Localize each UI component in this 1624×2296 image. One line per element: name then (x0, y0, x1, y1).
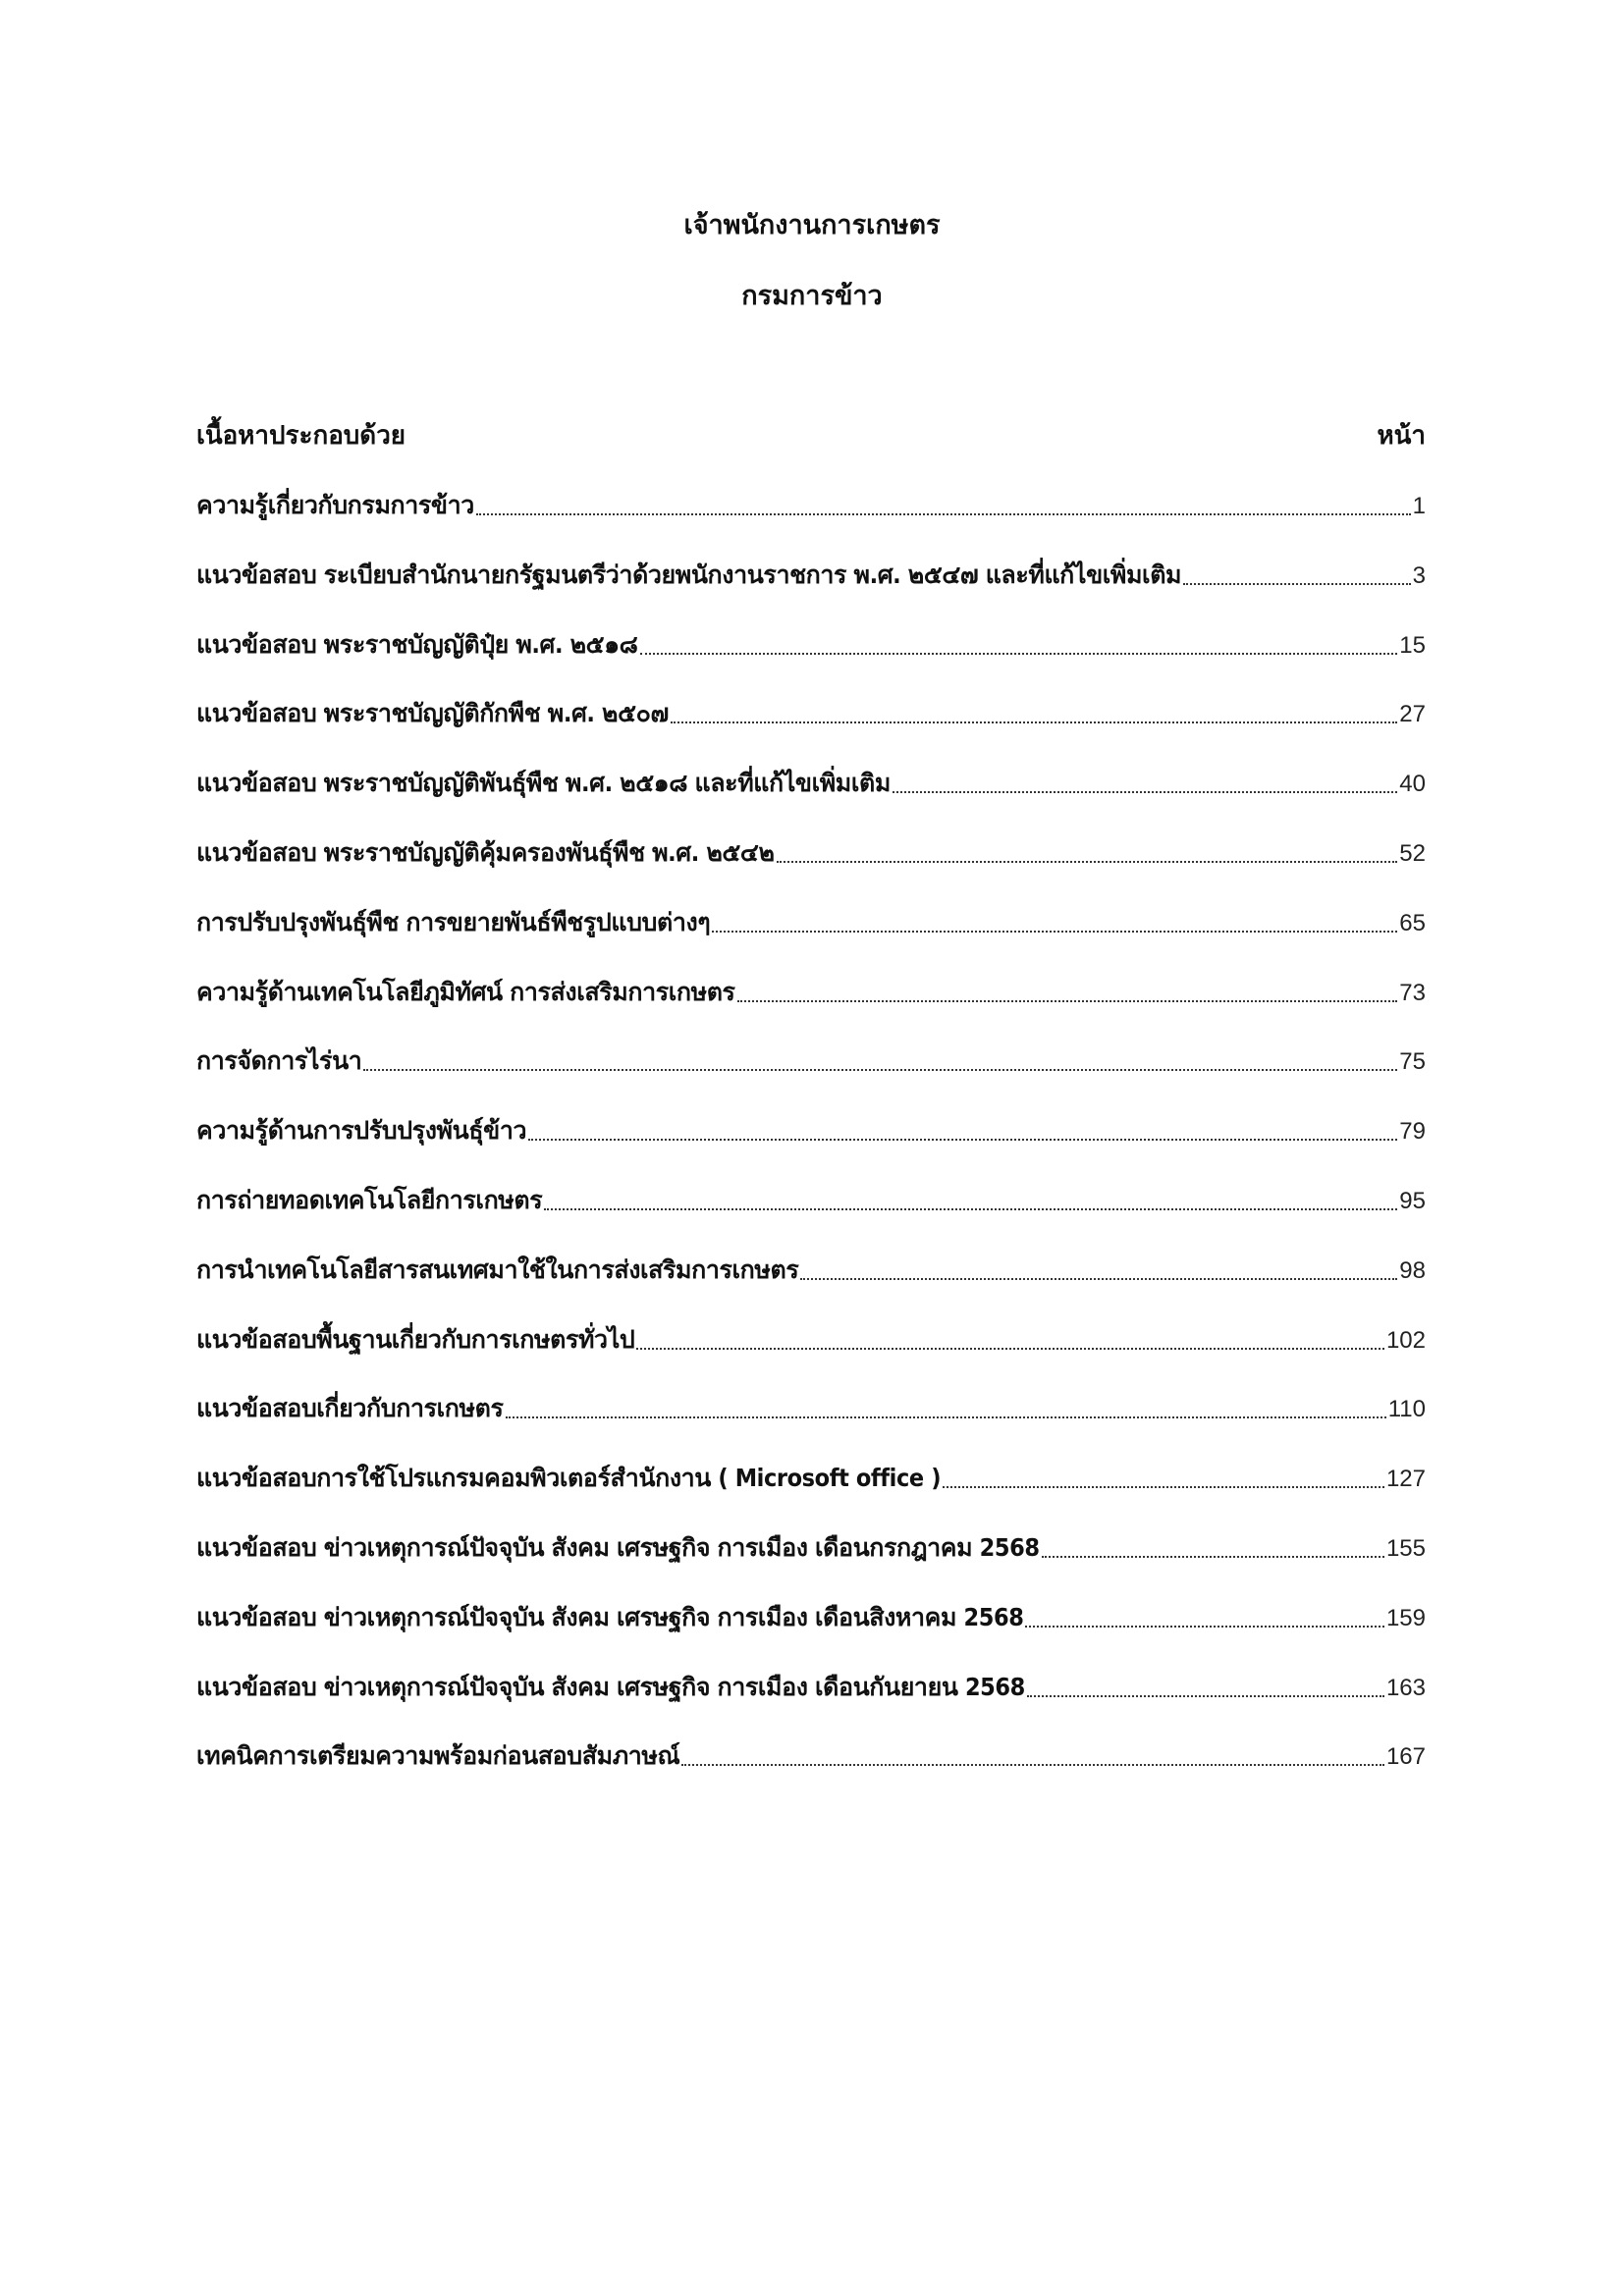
toc-entry-label: แนวข้อสอบเกี่ยวกับการเกษตร (196, 1394, 504, 1423)
toc-entry-page: 65 (1399, 909, 1426, 936)
toc-entry-label: แนวข้อสอบการใช้โปรแกรมคอมพิวเตอร์สำนักงาน ( Microsoft office ) (196, 1464, 942, 1493)
dot-leader (636, 1348, 1384, 1350)
toc-entry-page: 102 (1385, 1326, 1426, 1354)
toc-page-label: หน้า (1377, 421, 1426, 451)
toc-entry-page: 155 (1385, 1534, 1426, 1562)
toc-entry (196, 1251, 1426, 1290)
dot-leader (544, 1208, 1397, 1210)
toc-entry-page: 1 (1412, 493, 1426, 519)
toc-entry-label: แนวข้อสอบพื้นฐานเกี่ยวกับการเกษตรทั่วไป (196, 1324, 635, 1354)
toc-entry (196, 1181, 1426, 1220)
dot-leader (777, 861, 1398, 863)
toc-entry-label: เทคนิคการเตรียมความพร้อมก่อนสอบสัมภาษณ์ (196, 1741, 680, 1771)
toc-entry-label: แนวข้อสอบ ระเบียบสำนักนายกรัฐมนตรีว่าด้วยพนักงานราชการ พ.ศ. ๒๕๔๗ และที่แก้ไขเพิ่มเติม (196, 560, 1182, 589)
dot-leader (737, 1000, 1398, 1002)
document-title: เจ้าพนักงานการเกษตร (683, 210, 941, 240)
toc-entry-label: การจัดการไร่นา (196, 1046, 362, 1076)
table-of-contents (196, 416, 1426, 1806)
toc-entry (196, 556, 1426, 595)
toc-entry (196, 1459, 1426, 1498)
dot-leader (800, 1278, 1397, 1280)
toc-entry-page: 52 (1399, 839, 1426, 867)
toc-entry-page: 95 (1399, 1187, 1426, 1214)
toc-entry-label: แนวข้อสอบ ข่าวเหตุการณ์ปัจจุบัน สังคม เศรษฐกิจ การเมือง เดือนกรกฎาคม 2568 (196, 1532, 1040, 1562)
toc-entry-label: แนวข้อสอบ พระราชบัญญัติพันธุ์พืช พ.ศ. ๒๕๑๘ และที่แก้ไขเพิ่มเติม (196, 769, 891, 798)
toc-entry (196, 625, 1426, 665)
dot-leader (506, 1416, 1386, 1418)
dot-leader (1042, 1556, 1384, 1558)
toc-entry (196, 764, 1426, 803)
toc-entry (196, 1668, 1426, 1707)
dot-leader (681, 1764, 1384, 1766)
toc-entry (196, 1389, 1426, 1428)
toc-entry-label: แนวข้อสอบ ข่าวเหตุการณ์ปัจจุบัน สังคม เศรษฐกิจ การเมือง เดือนกันยายน 2568 (196, 1672, 1025, 1701)
dot-leader (893, 791, 1397, 793)
toc-entry-page: 127 (1385, 1466, 1426, 1493)
toc-entry-label: ความรู้ด้านเทคโนโลยีภูมิทัศน์ การส่งเสริมการเกษตร (196, 977, 735, 1006)
toc-entry-page: 40 (1399, 771, 1426, 798)
toc-entry-page: 163 (1385, 1674, 1426, 1701)
toc-entry (196, 1598, 1426, 1637)
toc-entry-label: ความรู้เกี่ยวกับกรมการข้าว (196, 491, 474, 519)
toc-entry-page: 27 (1399, 701, 1426, 728)
toc-entry-label: การปรับปรุงพันธุ์พืช การขยายพันธ์พืชรูปแบบต่างๆ (196, 907, 711, 936)
toc-entry-label: แนวข้อสอบ พระราชบัญญัติปุ๋ย พ.ศ. ๒๕๑๘ (196, 629, 638, 659)
toc-entry (196, 1736, 1426, 1776)
toc-entry (196, 694, 1426, 733)
toc-entry-page: 98 (1399, 1256, 1426, 1284)
dot-leader (1027, 1695, 1384, 1697)
toc-header (196, 416, 1426, 455)
dot-leader (476, 513, 1411, 515)
toc-entry-label: ความรู้ด้านการปรับปรุงพันธุ์ข้าว (196, 1116, 527, 1146)
toc-entry (196, 1041, 1426, 1081)
dot-leader (1183, 583, 1411, 585)
toc-entry (196, 1320, 1426, 1360)
dot-leader (640, 653, 1398, 655)
dot-leader (712, 931, 1397, 933)
toc-entry (196, 973, 1426, 1012)
document-subtitle: กรมการข้าว (741, 281, 883, 311)
toc-entry-page: 79 (1399, 1118, 1426, 1146)
toc-entry-page: 73 (1399, 979, 1426, 1006)
toc-entry (196, 1111, 1426, 1150)
dot-leader (1025, 1626, 1383, 1628)
toc-entry-page: 15 (1399, 631, 1426, 659)
toc-entry-label: แนวข้อสอบ พระราชบัญญัติคุ้มครองพันธุ์พืช พ.ศ. ๒๕๔๒ (196, 837, 775, 867)
toc-entry (196, 1528, 1426, 1568)
toc-entry-label: การถ่ายทอดเทคโนโลยีการเกษตร (196, 1185, 543, 1214)
toc-contents-label: เนื้อหาประกอบด้วย (196, 421, 406, 451)
toc-entry-page: 110 (1387, 1396, 1426, 1423)
toc-entry (196, 833, 1426, 873)
toc-entry-label: แนวข้อสอบ ข่าวเหตุการณ์ปัจจุบัน สังคม เศรษฐกิจ การเมือง เดือนสิงหาคม 2568 (196, 1602, 1024, 1631)
dot-leader (671, 721, 1397, 723)
toc-entry-page: 3 (1412, 561, 1426, 589)
toc-entry (196, 486, 1426, 525)
dot-leader (943, 1486, 1384, 1488)
toc-entry-label: การนำเทคโนโลยีสารสนเทศมาใช้ในการส่งเสริมการเกษตร (196, 1255, 799, 1284)
toc-entry-page: 159 (1385, 1604, 1426, 1631)
toc-entry-page: 167 (1385, 1743, 1426, 1771)
dot-leader (528, 1139, 1397, 1141)
toc-entry-page: 75 (1399, 1048, 1426, 1076)
toc-entry-label: แนวข้อสอบ พระราชบัญญัติกักพืช พ.ศ. ๒๕๐๗ (196, 699, 669, 728)
dot-leader (363, 1069, 1397, 1071)
toc-entry (196, 903, 1426, 942)
